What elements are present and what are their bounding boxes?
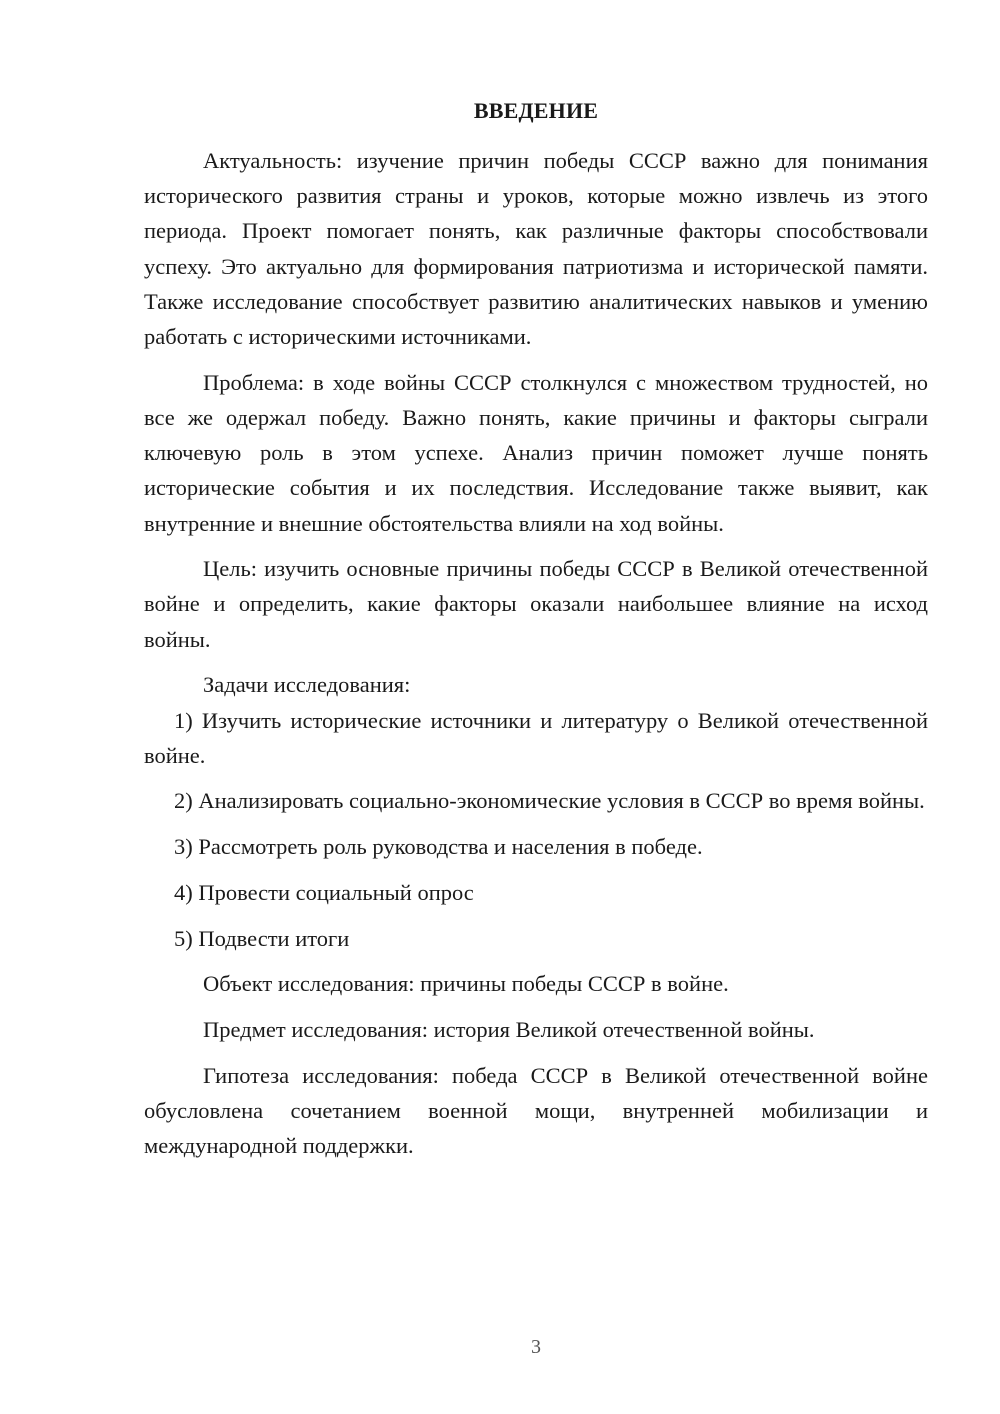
task-item: 1) Изучить исторические источники и литературу о Великой отечественной войне. [144, 707, 928, 768]
task-item: 5) Подвести итоги [174, 925, 350, 951]
task-item: 4) Провести социальный опрос [174, 879, 474, 905]
document-body [144, 143, 928, 1163]
task-item: 2) Анализировать социально-экономические условия в СССР во время войны. [174, 788, 925, 814]
page-title: ВВЕДЕНИЕ [473, 98, 599, 123]
goal-paragraph: Цель: изучить основные причины победы СССР в Великой отечественной войне и определить, какие факторы оказали наибольшее влияние на исход войны. [144, 556, 928, 652]
task-item: 3) Рассмотреть роль руководства и населения в победе. [174, 834, 703, 860]
page-number: 3 [531, 1336, 541, 1358]
research-object: Объект исследования: причины победы СССР в войне. [203, 971, 729, 997]
research-hypothesis: Гипотеза исследования: победа СССР в Великой отечественной войне обусловлена сочетанием военной мощи, внутренней мобилизации и международной поддержки. [144, 1062, 928, 1159]
tasks-heading: Задачи исследования: [203, 672, 411, 698]
problem-paragraph: Проблема: в ходе войны СССР столкнулся с множеством трудностей, но все же одержал победу. Важно понять, какие причины и факторы сыграли ключевую роль в этом успехе. Анализ причин поможет лучше понять исторические события и их последствия. Исследование также выявит, как внутренние и внешние обстоятельства влияли на ход войны. [144, 369, 928, 536]
research-subject: Предмет исследования: история Великой отечественной войны. [203, 1016, 815, 1042]
relevance-paragraph: Актуальность: изучение причин победы СССР важно для понимания исторического развития страны и уроков, которые можно извлечь из этого периода. Проект помогает понять, как различные факторы способствовали успеху. Это актуально для формирования патриотизма и исторической памяти. Также исследование способствует развитию аналитических навыков и умению работать с историческими источниками. [144, 148, 928, 350]
